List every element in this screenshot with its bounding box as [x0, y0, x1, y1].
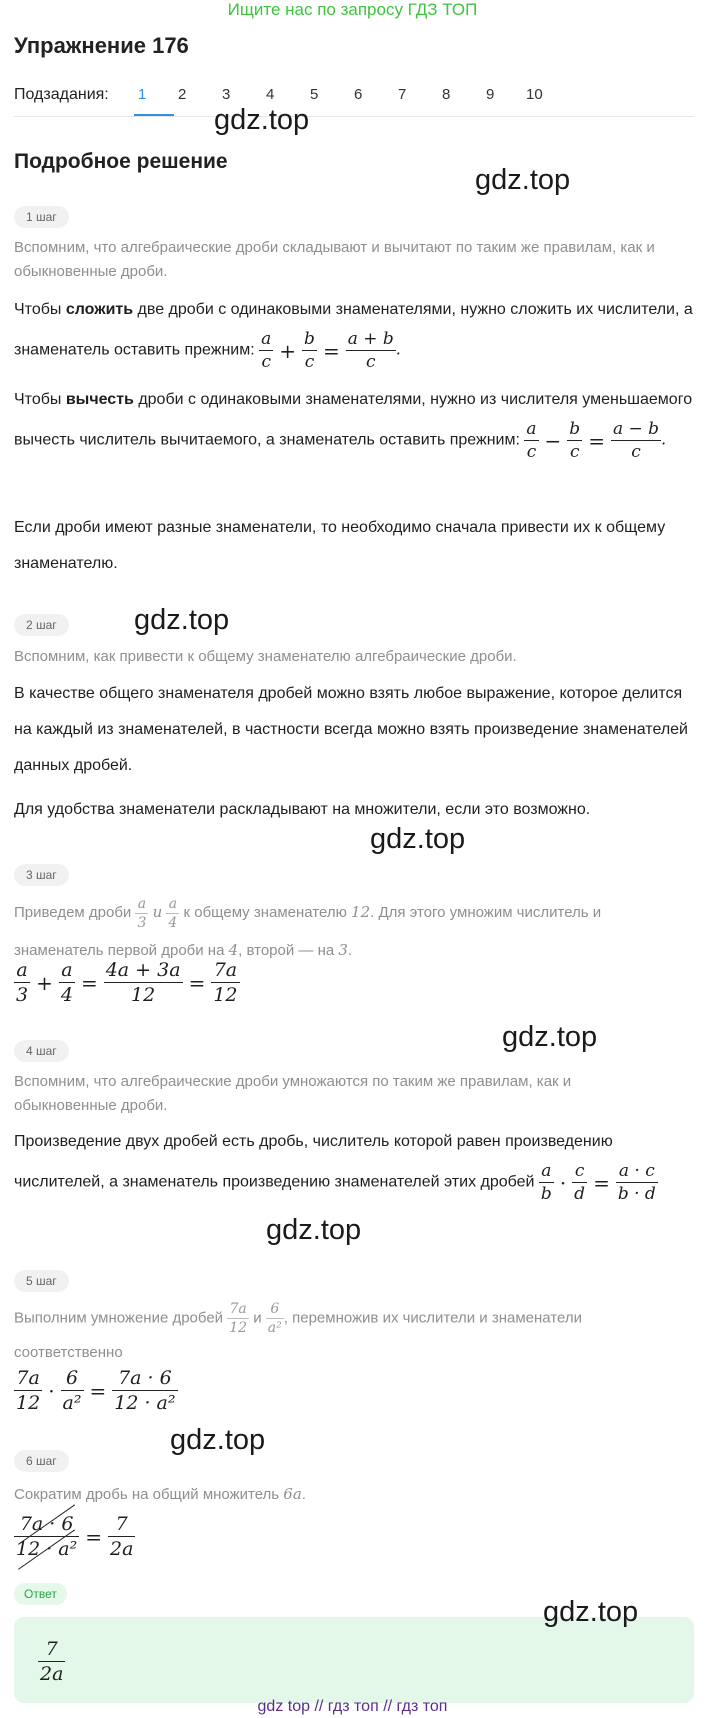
- fraction: [59, 958, 75, 1007]
- formula: [14, 1366, 178, 1415]
- numerator: 6: [61, 1366, 84, 1391]
- operator: ·: [559, 1170, 567, 1195]
- step-note: [14, 1300, 694, 1369]
- numerator: 4a + 3a: [105, 959, 181, 981]
- operator: =: [188, 970, 206, 995]
- fraction: [14, 958, 30, 1007]
- numerator: 7: [38, 1637, 65, 1662]
- punct: .: [395, 339, 401, 359]
- numerator: b: [569, 419, 581, 439]
- answer-badge: Ответ: [14, 1583, 67, 1605]
- denominator: 3: [16, 984, 29, 1006]
- fraction: [616, 1160, 658, 1205]
- fraction: [524, 418, 538, 463]
- tab-subtask-9[interactable]: 9: [486, 86, 495, 103]
- operator: +: [36, 970, 53, 995]
- denominator: d: [574, 1184, 586, 1204]
- numerator: 6: [266, 1300, 284, 1319]
- subtasks-label: Подзадания:: [14, 86, 109, 103]
- denominator: 2a: [40, 1663, 64, 1685]
- fraction: [572, 1160, 587, 1205]
- fraction: [135, 895, 148, 932]
- text-part: к общему знаменателю: [183, 904, 347, 921]
- math-value: 6a: [283, 1485, 302, 1503]
- operator: +: [279, 338, 297, 363]
- tab-subtask-1[interactable]: 1: [138, 86, 147, 103]
- fraction: [61, 1366, 84, 1415]
- formula: [14, 1512, 135, 1561]
- page-title: Упражнение 176: [14, 33, 189, 58]
- watermark: gdz.top: [475, 164, 571, 196]
- text-part: . Для этого умножим числитель и знаменатель первой дроби на: [14, 904, 602, 959]
- active-tab-indicator: [134, 114, 174, 116]
- tab-subtask-10[interactable]: 10: [526, 86, 543, 103]
- operator: =: [593, 1170, 610, 1195]
- step-badge: 3 шаг: [14, 864, 69, 886]
- watermark: gdz.top: [543, 1596, 639, 1628]
- fraction: [611, 418, 661, 463]
- numerator: c: [572, 1160, 587, 1183]
- denominator: 12: [229, 1320, 248, 1336]
- denominator: 4: [60, 984, 73, 1006]
- footer-links[interactable]: gdz top // гдз топ // гдз топ: [257, 1698, 448, 1715]
- operator: ·: [48, 1378, 55, 1403]
- denominator: c: [631, 442, 641, 462]
- subtask-tabs: [14, 84, 694, 117]
- step-badge: 6 шаг: [14, 1450, 69, 1472]
- step-note: [14, 1480, 694, 1509]
- text-part: дроби с одинаковыми знаменателями, нужно из числителя уменьшаемого вычесть числитель вычитаемого, а знаменатель оставить прежним:: [14, 391, 693, 449]
- watermark: gdz.top: [134, 604, 230, 636]
- text-part: .: [301, 1486, 306, 1503]
- denominator: b: [540, 1184, 552, 1204]
- fraction: [346, 328, 396, 373]
- text-part: , второй — на: [238, 941, 335, 959]
- step-text: В качестве общего знаменателя дробей можно взять любое выражение, которое делится на каждый из знаменателей, в частности всегда можно взять произведение знаменателей данных дробей.: [14, 685, 688, 774]
- numerator: a: [526, 419, 537, 439]
- step-text: [14, 292, 694, 373]
- math-value: 12: [351, 903, 371, 921]
- denominator: 12: [16, 1392, 41, 1414]
- numerator: a + b: [347, 329, 394, 349]
- fraction: [112, 1366, 177, 1415]
- numerator: a: [59, 958, 75, 983]
- text-part: , перемножив их числители и знаменатели соответственно: [14, 1309, 582, 1361]
- step-badge: 5 шаг: [14, 1270, 69, 1292]
- bold-term: сложить: [65, 301, 134, 318]
- text-part: Сократим дробь на общий множитель: [14, 1486, 280, 1503]
- text-part: и: [152, 903, 163, 921]
- watermark: gdz.top: [170, 1424, 266, 1456]
- bold-term: вычесть: [65, 391, 134, 408]
- fraction: [108, 1512, 135, 1561]
- numerator: b: [304, 329, 315, 349]
- denominator: c: [526, 442, 537, 462]
- text-part: Чтобы: [14, 301, 66, 318]
- operator: =: [588, 428, 605, 453]
- step-note: Вспомним, что алгебраические дроби складывают и вычитают по таким же правилам, как и обыкновенные дроби.: [14, 239, 655, 280]
- fraction: [14, 1366, 42, 1415]
- numerator: 7a · 6: [14, 1512, 79, 1537]
- math-value: 4: [228, 940, 239, 959]
- text-part: Произведение двух дробей есть дробь, числитель которой равен произведению числителей, а знаменатель произведению знаменателей этих дробей: [14, 1133, 613, 1191]
- fraction: [259, 328, 273, 373]
- tab-subtask-4[interactable]: 4: [266, 86, 275, 103]
- denominator: b · d: [617, 1184, 656, 1204]
- numerator: 7: [108, 1512, 135, 1537]
- fraction: [539, 1160, 554, 1205]
- fraction: [104, 958, 183, 1007]
- fraction: [166, 895, 179, 932]
- tab-subtask-7[interactable]: 7: [398, 86, 407, 103]
- fraction: [302, 328, 317, 373]
- text-part: и: [253, 1309, 262, 1327]
- numerator: 7a: [227, 1300, 249, 1319]
- text-part: две дроби с одинаковыми знаменателями, нужно сложить их числители, а знаменатель оставить прежним:: [14, 301, 693, 359]
- tab-subtask-5[interactable]: 5: [310, 86, 319, 103]
- fraction: [266, 1300, 284, 1337]
- step-badge: 1 шаг: [14, 206, 69, 228]
- step-badge: 4 шаг: [14, 1040, 69, 1062]
- denominator: c: [304, 352, 315, 372]
- watermark: gdz.top: [214, 104, 310, 136]
- operator: −: [544, 428, 562, 453]
- step-text: [14, 1124, 694, 1205]
- text-part: Приведем дроби: [14, 904, 132, 921]
- numerator: a: [539, 1160, 554, 1183]
- tab-subtask-2[interactable]: 2: [178, 86, 187, 103]
- watermark: gdz.top: [502, 1021, 598, 1053]
- numerator: a − b: [612, 419, 660, 439]
- step-text: Для удобства знаменатели раскладывают на множители, если это возможно.: [14, 801, 591, 818]
- text-part: Чтобы: [14, 391, 66, 408]
- tab-subtask-6[interactable]: 6: [354, 86, 363, 103]
- step-note: Вспомним, как привести к общему знаменателю алгебраические дроби.: [14, 648, 517, 665]
- step-text: Если дроби имеют разные знаменатели, то необходимо сначала привести их к общему знаменателю.: [14, 519, 666, 572]
- denominator: 12: [213, 984, 238, 1006]
- denominator: 12 · a²: [114, 1392, 176, 1414]
- denominator: 12 · a²: [16, 1538, 78, 1560]
- fraction: [14, 1512, 79, 1561]
- fraction: [211, 958, 239, 1007]
- denominator: a²: [267, 1320, 282, 1336]
- numerator: a: [14, 958, 30, 983]
- punct: .: [661, 429, 667, 449]
- promo-banner: Ищите нас по запросу ГДЗ ТОП: [227, 0, 478, 19]
- operator: =: [322, 338, 340, 363]
- denominator: c: [569, 442, 580, 462]
- numerator: 7a: [14, 1366, 42, 1391]
- operator: =: [80, 970, 98, 995]
- operator: =: [85, 1524, 103, 1549]
- step-text: [14, 382, 694, 463]
- section-title: Подробное решение: [14, 150, 228, 173]
- denominator: 3: [137, 914, 147, 931]
- numerator: a: [135, 895, 148, 914]
- formula: [14, 958, 240, 1007]
- text-part: .: [347, 941, 353, 959]
- tab-subtask-8[interactable]: 8: [442, 86, 451, 103]
- operator: =: [89, 1378, 107, 1403]
- denominator: 4: [168, 914, 178, 931]
- denominator: a²: [62, 1392, 82, 1414]
- numerator: 7a: [211, 958, 239, 983]
- answer-fraction: [38, 1637, 65, 1686]
- numerator: a: [261, 329, 272, 349]
- watermark: gdz.top: [370, 823, 466, 855]
- numerator: 7a · 6: [112, 1366, 177, 1391]
- numerator: a · c: [616, 1160, 658, 1183]
- watermark: gdz.top: [266, 1214, 362, 1246]
- fraction: [227, 1300, 249, 1337]
- step-badge: 2 шаг: [14, 614, 69, 636]
- answer-box: [14, 1617, 694, 1703]
- step-note: Вспомним, что алгебраические дроби умножаются по таким же правилам, как и обыкновенные дроби.: [14, 1073, 572, 1114]
- math-value: 3: [338, 940, 348, 959]
- denominator: c: [365, 352, 376, 372]
- numerator: a: [166, 895, 179, 914]
- denominator: 12: [131, 984, 156, 1006]
- fraction: [567, 418, 582, 463]
- denominator: c: [261, 352, 271, 372]
- text-part: Выполним умножение дробей: [14, 1309, 224, 1327]
- tab-subtask-3[interactable]: 3: [222, 86, 231, 103]
- denominator: 2a: [110, 1538, 134, 1560]
